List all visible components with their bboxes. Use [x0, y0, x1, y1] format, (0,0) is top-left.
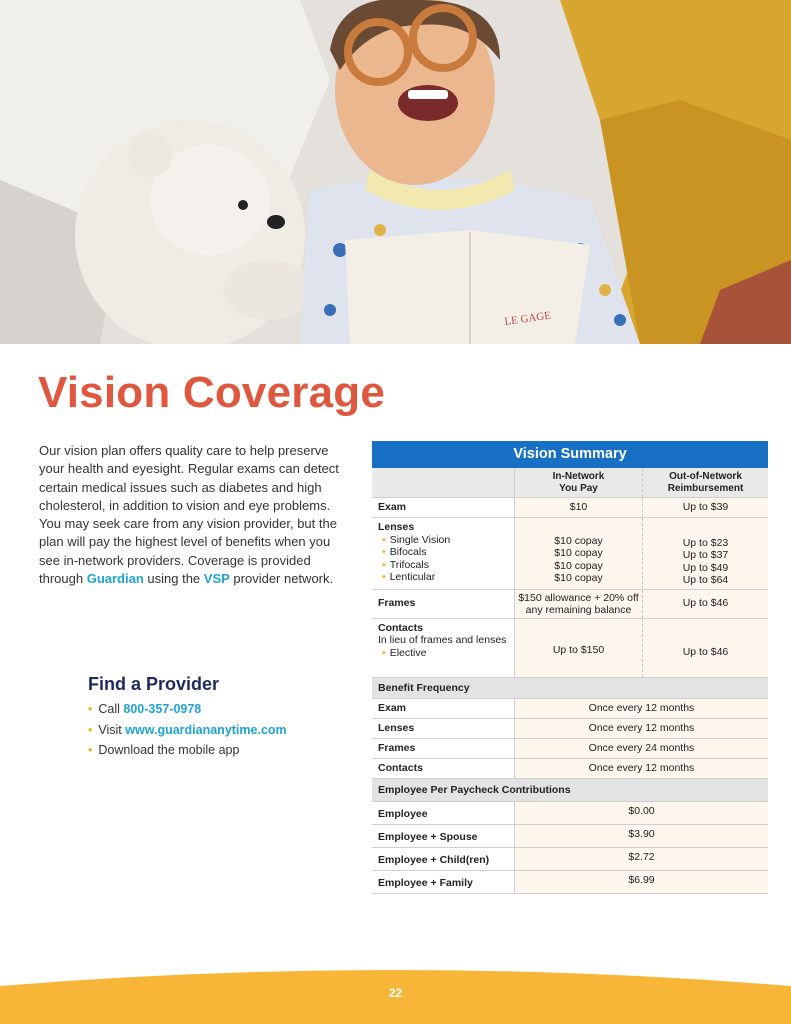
list-item: [378, 559, 508, 571]
table-row: [372, 590, 768, 619]
item-name: Trifocals: [389, 558, 429, 571]
bullet-icon: •: [382, 558, 386, 571]
cell: Up to $46: [643, 590, 768, 618]
header-out-network: [643, 468, 768, 497]
row-label: Lenses: [372, 719, 515, 738]
row-label: Employee + Child(ren): [372, 848, 515, 870]
row-label: Employee + Spouse: [372, 825, 515, 847]
header-line: Reimbursement: [667, 483, 744, 494]
table-row: [372, 699, 768, 719]
table-title: Vision Summary: [372, 441, 768, 468]
call-label: Call: [98, 702, 124, 716]
cell-line: Up to $37: [682, 549, 729, 562]
row-label: Frames: [372, 590, 515, 618]
list-item: [378, 546, 508, 558]
bullet-icon: •: [88, 702, 93, 716]
table-row: [372, 759, 768, 779]
table-row: [372, 518, 768, 590]
item-name: Single Vision: [389, 534, 451, 546]
cell: Up to $39: [643, 498, 768, 517]
cell: Up to $46: [643, 619, 768, 677]
bullet-icon: •: [88, 743, 93, 757]
table-row: [372, 871, 768, 894]
cell: Once every 12 months: [515, 719, 768, 738]
row-label: [372, 619, 515, 677]
item-name: Bifocals: [389, 546, 427, 559]
list-item: [378, 647, 508, 659]
find-provider-title: Find a Provider: [88, 674, 220, 694]
website-link[interactable]: www.guardiananytime.com: [125, 722, 287, 737]
bullet-icon: •: [382, 546, 386, 559]
bullet-icon: •: [382, 534, 386, 546]
cell: Once every 12 months: [515, 759, 768, 778]
list-item: [88, 720, 287, 741]
cell: $6.99: [515, 871, 768, 893]
row-label: [372, 518, 515, 589]
row-label: Employee: [372, 802, 515, 824]
row-label: Contacts: [372, 759, 515, 778]
header-line: Out-of-Network: [669, 471, 742, 482]
intro-text: Our vision plan offers quality care to help preserve your health and eyesight. Regular exams can detect certain medical issues such as diabetes and high cholesterol, in addition to vision and eye problems. You may seek care from any vision provider, but the plan will pay the highest level of benefits when you see in-network providers. Coverage is provided through: [39, 443, 339, 587]
table-row: [372, 825, 768, 848]
intro-text: using the: [143, 571, 204, 587]
cell: $0.00: [515, 802, 768, 824]
table-row: [372, 498, 768, 518]
cell-line: $10 copay: [554, 535, 603, 547]
cell: $10: [515, 498, 643, 517]
row-label: Employee + Family: [372, 871, 515, 893]
cell-line: $10 copay: [554, 547, 603, 560]
hero-photo: [0, 0, 791, 344]
table-row: [372, 802, 768, 825]
cell: Up to $150: [515, 619, 643, 677]
page-title: Vision Coverage: [38, 368, 385, 417]
table-row: [372, 739, 768, 759]
intro-text: provider network.: [229, 571, 334, 587]
cell: Once every 24 months: [515, 739, 768, 758]
row-label: Exam: [372, 498, 515, 517]
list-item: [378, 534, 508, 546]
cell-line: Up to $23: [682, 537, 729, 549]
list-item: [88, 699, 287, 720]
list-item: [88, 740, 287, 761]
cell: $3.90: [515, 825, 768, 847]
cell: [515, 518, 643, 589]
list-item: [378, 571, 508, 583]
table-row: [372, 619, 768, 678]
contacts-note: In lieu of frames and lenses: [378, 634, 507, 647]
section-header: Benefit Frequency: [372, 678, 768, 699]
column-headers: [372, 468, 768, 498]
cell: [643, 518, 768, 589]
svg-text:LE GAGE: LE GAGE: [503, 309, 552, 328]
carrier-name: Guardian: [86, 571, 144, 587]
page-number: 22: [388, 986, 403, 1000]
row-label: Exam: [372, 699, 515, 718]
visit-label: Visit: [98, 722, 126, 737]
cell: $2.72: [515, 848, 768, 870]
row-label: Frames: [372, 739, 515, 758]
phone-link[interactable]: 800-357-0978: [123, 702, 202, 716]
lenses-label: Lenses: [378, 521, 415, 533]
table-row: [372, 848, 768, 871]
cell-line: Up to $49: [682, 561, 729, 574]
cell-line: any remaining balance: [525, 604, 632, 616]
bullet-icon: •: [88, 722, 93, 737]
cell-line: $150 allowance + 20% off: [518, 592, 639, 604]
item-name: Elective: [389, 646, 427, 659]
header-empty: [372, 468, 515, 497]
cell: [515, 590, 643, 618]
header-line: You Pay: [559, 483, 598, 494]
table-row: [372, 719, 768, 739]
network-name: VSP: [203, 571, 230, 587]
cell-line: $10 copay: [554, 572, 603, 585]
vision-summary-table: [372, 441, 768, 894]
intro-paragraph: [39, 442, 339, 588]
cell-line: $10 copay: [554, 559, 603, 572]
app-text: Download the mobile app: [98, 743, 240, 757]
find-provider-list: [88, 699, 287, 761]
cell: Once every 12 months: [515, 699, 768, 718]
item-name: Lenticular: [389, 571, 436, 584]
header-in-network: [515, 468, 643, 497]
cell-line: Up to $64: [682, 574, 729, 587]
header-line: In-Network: [552, 471, 605, 482]
bullet-icon: •: [382, 646, 386, 659]
section-header: Employee Per Paycheck Contributions: [372, 779, 768, 802]
bullet-icon: •: [382, 571, 386, 584]
contacts-label: Contacts: [378, 622, 423, 634]
